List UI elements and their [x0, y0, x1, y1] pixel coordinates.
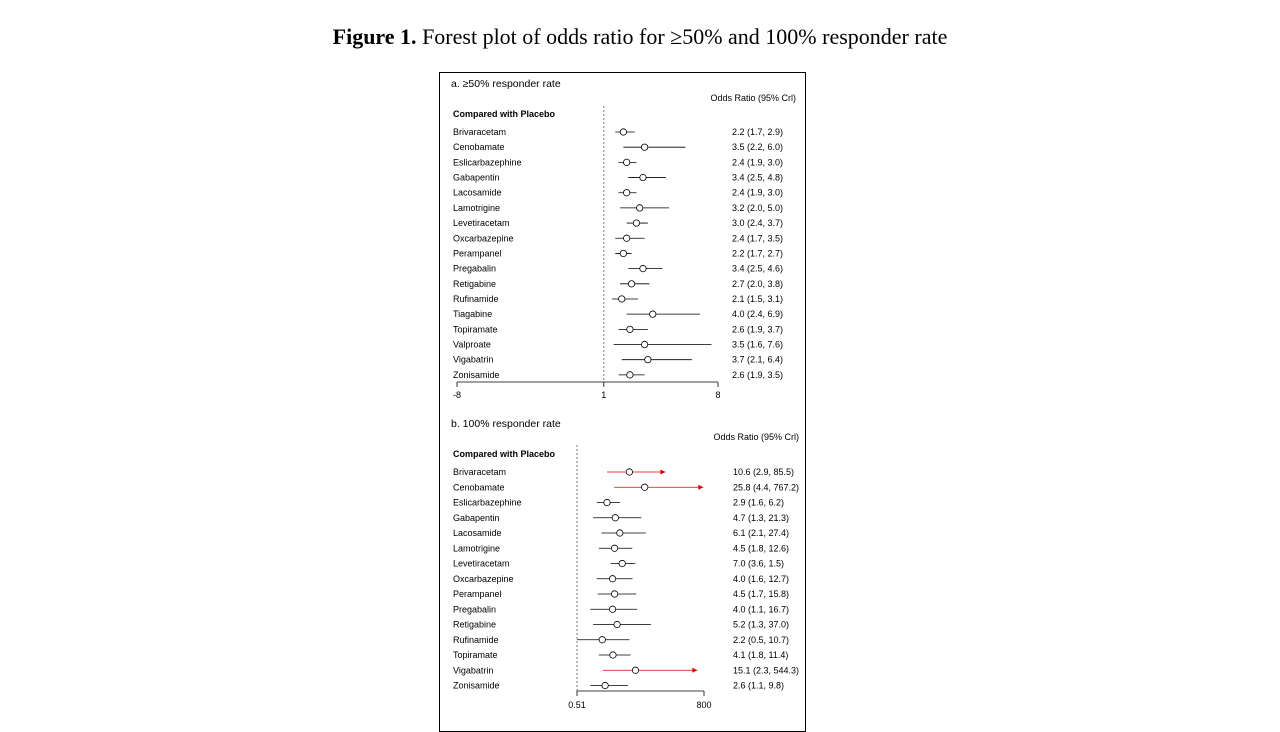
odds-ratio-text: 2.2 (0.5, 10.7) [733, 634, 790, 645]
point-estimate-marker [645, 357, 651, 363]
row-label: Lacosamide [453, 528, 502, 538]
odds-ratio-text: 25.8 (4.4, 767.2) [733, 482, 800, 493]
x-axis-tick-label: 0.51 [568, 700, 586, 710]
odds-ratio-text: 4.5 (1.7, 15.8) [733, 589, 790, 599]
row-label: Vigabatrin [453, 354, 494, 365]
point-estimate-marker [612, 515, 618, 521]
x-axis-tick-label: -8 [452, 390, 462, 400]
row-label: Retigabine [453, 278, 497, 289]
odds-ratio-text: 7.0 (3.6, 1.5) [733, 558, 785, 569]
row-label: Eslicarbazephine [453, 497, 522, 508]
point-estimate-marker [641, 144, 647, 150]
ci-arrowhead [660, 470, 665, 475]
group-header: Compared with Placebo [453, 109, 556, 119]
point-estimate-marker [627, 372, 633, 378]
odds-ratio-text: 4.0 (1.1, 16.7) [733, 604, 790, 615]
point-estimate-marker [623, 235, 629, 241]
odds-ratio-text: 3.2 (2.0, 5.0) [732, 202, 784, 213]
odds-ratio-text: 4.0 (2.4, 6.9) [732, 309, 784, 320]
x-axis-tick-label: 800 [696, 700, 712, 710]
point-estimate-marker [628, 281, 634, 287]
point-estimate-marker [633, 220, 639, 226]
row-label: Retigabine [453, 619, 497, 630]
row-label: Vigabatrin [453, 665, 494, 676]
odds-ratio-text: 2.4 (1.9, 3.0) [732, 187, 784, 198]
row-label: Brivaracetam [453, 467, 507, 477]
panel-title: b. 100% responder rate [451, 418, 561, 430]
odds-ratio-text: 3.4 (2.5, 4.6) [732, 263, 784, 274]
point-estimate-marker [623, 159, 629, 165]
odds-ratio-text: 3.7 (2.1, 6.4) [732, 354, 784, 365]
point-estimate-marker [650, 311, 656, 317]
odds-ratio-text: 2.2 (1.7, 2.9) [732, 127, 784, 137]
odds-ratio-text: 2.4 (1.9, 3.0) [732, 157, 784, 168]
point-estimate-marker [611, 545, 617, 551]
point-estimate-marker [619, 560, 625, 566]
row-label: Pregabalin [453, 604, 497, 615]
row-label: Valproate [453, 339, 491, 350]
odds-ratio-text: 2.7 (2.0, 3.8) [732, 278, 784, 289]
point-estimate-marker [626, 469, 632, 475]
point-estimate-marker [640, 174, 646, 180]
odds-ratio-text: 3.5 (1.6, 7.6) [732, 339, 784, 350]
row-label: Perampanel [453, 248, 502, 259]
row-label: Lacosamide [453, 187, 502, 198]
odds-ratio-text: 2.9 (1.6, 6.2) [733, 497, 785, 508]
row-label: Zonisamide [453, 680, 500, 691]
odds-ratio-text: 3.4 (2.5, 4.8) [732, 172, 784, 183]
point-estimate-marker [611, 591, 617, 597]
row-label: Eslicarbazephine [453, 157, 522, 168]
odds-ratio-text: 6.1 (2.1, 27.4) [733, 528, 790, 538]
point-estimate-marker [610, 652, 616, 658]
odds-ratio-text: 5.2 (1.3, 37.0) [733, 619, 790, 630]
odds-ratio-text: 3.5 (2.2, 6.0) [732, 142, 784, 153]
row-label: Levetiracetam [453, 558, 510, 569]
odds-ratio-text: 15.1 (2.3, 544.3) [733, 665, 800, 676]
point-estimate-marker [614, 621, 620, 627]
ci-arrowhead [698, 485, 703, 490]
x-axis-tick-label: 1 [601, 390, 607, 400]
row-label: Lamotrigine [453, 202, 501, 213]
point-estimate-marker [627, 326, 633, 332]
odds-ratio-text: 2.2 (1.7, 2.7) [732, 248, 784, 259]
row-label: Cenobamate [453, 142, 505, 153]
row-label: Rufinamide [453, 634, 499, 645]
group-header: Compared with Placebo [453, 449, 556, 459]
point-estimate-marker [609, 606, 615, 612]
point-estimate-marker [637, 205, 643, 211]
row-label: Pregabalin [453, 263, 497, 274]
figure-caption: Forest plot of odds ratio for ≥50% and 100% responder rate [416, 24, 948, 49]
row-label: Topiramate [453, 324, 498, 335]
point-estimate-marker [609, 576, 615, 582]
odds-ratio-text: 2.4 (1.7, 3.5) [732, 233, 784, 244]
x-axis-tick-label: 8 [715, 390, 721, 400]
odds-ratio-text: 4.7 (1.3, 21.3) [733, 512, 790, 523]
point-estimate-marker [619, 296, 625, 302]
point-estimate-marker [623, 190, 629, 196]
point-estimate-marker [641, 341, 647, 347]
point-estimate-marker [617, 530, 623, 536]
ci-arrowhead [692, 668, 697, 673]
odds-ratio-text: 3.0 (2.4, 3.7) [732, 218, 784, 229]
point-estimate-marker [642, 484, 648, 490]
odds-ratio-text: 10.6 (2.9, 85.5) [733, 467, 795, 477]
point-estimate-marker [604, 499, 610, 505]
row-label: Gabapentin [453, 172, 500, 183]
odds-ratio-text: 2.6 (1.9, 3.7) [732, 324, 784, 335]
column-header: Odds Ratio (95% Crl) [713, 432, 799, 442]
point-estimate-marker [632, 667, 638, 673]
row-label: Oxcarbazepine [453, 233, 514, 244]
row-label: Zonisamide [453, 369, 500, 380]
point-estimate-marker [602, 682, 608, 688]
row-label: Lamotrigine [453, 543, 501, 554]
figure-label: Figure 1. [332, 24, 417, 49]
odds-ratio-text: 2.6 (1.9, 3.5) [732, 369, 784, 380]
panel-title: a. ≥50% responder rate [451, 78, 561, 90]
odds-ratio-text: 2.1 (1.5, 3.1) [732, 293, 784, 304]
column-header: Odds Ratio (95% Crl) [710, 93, 796, 103]
odds-ratio-text: 4.1 (1.8, 11.4) [733, 650, 789, 660]
row-label: Tiagabine [453, 309, 493, 320]
row-label: Rufinamide [453, 293, 499, 304]
row-label: Brivaracetam [453, 127, 507, 137]
row-label: Oxcarbazepine [453, 573, 514, 584]
point-estimate-marker [599, 637, 605, 643]
point-estimate-marker [620, 250, 626, 256]
odds-ratio-text: 4.5 (1.8, 12.6) [733, 543, 790, 554]
row-label: Topiramate [453, 650, 498, 660]
row-label: Gabapentin [453, 512, 500, 523]
point-estimate-marker [640, 265, 646, 271]
row-label: Levetiracetam [453, 218, 510, 229]
row-label: Cenobamate [453, 482, 505, 493]
point-estimate-marker [620, 129, 626, 135]
row-label: Perampanel [453, 589, 502, 599]
odds-ratio-text: 4.0 (1.6, 12.7) [733, 573, 790, 584]
odds-ratio-text: 2.6 (1.1, 9.8) [733, 680, 785, 691]
